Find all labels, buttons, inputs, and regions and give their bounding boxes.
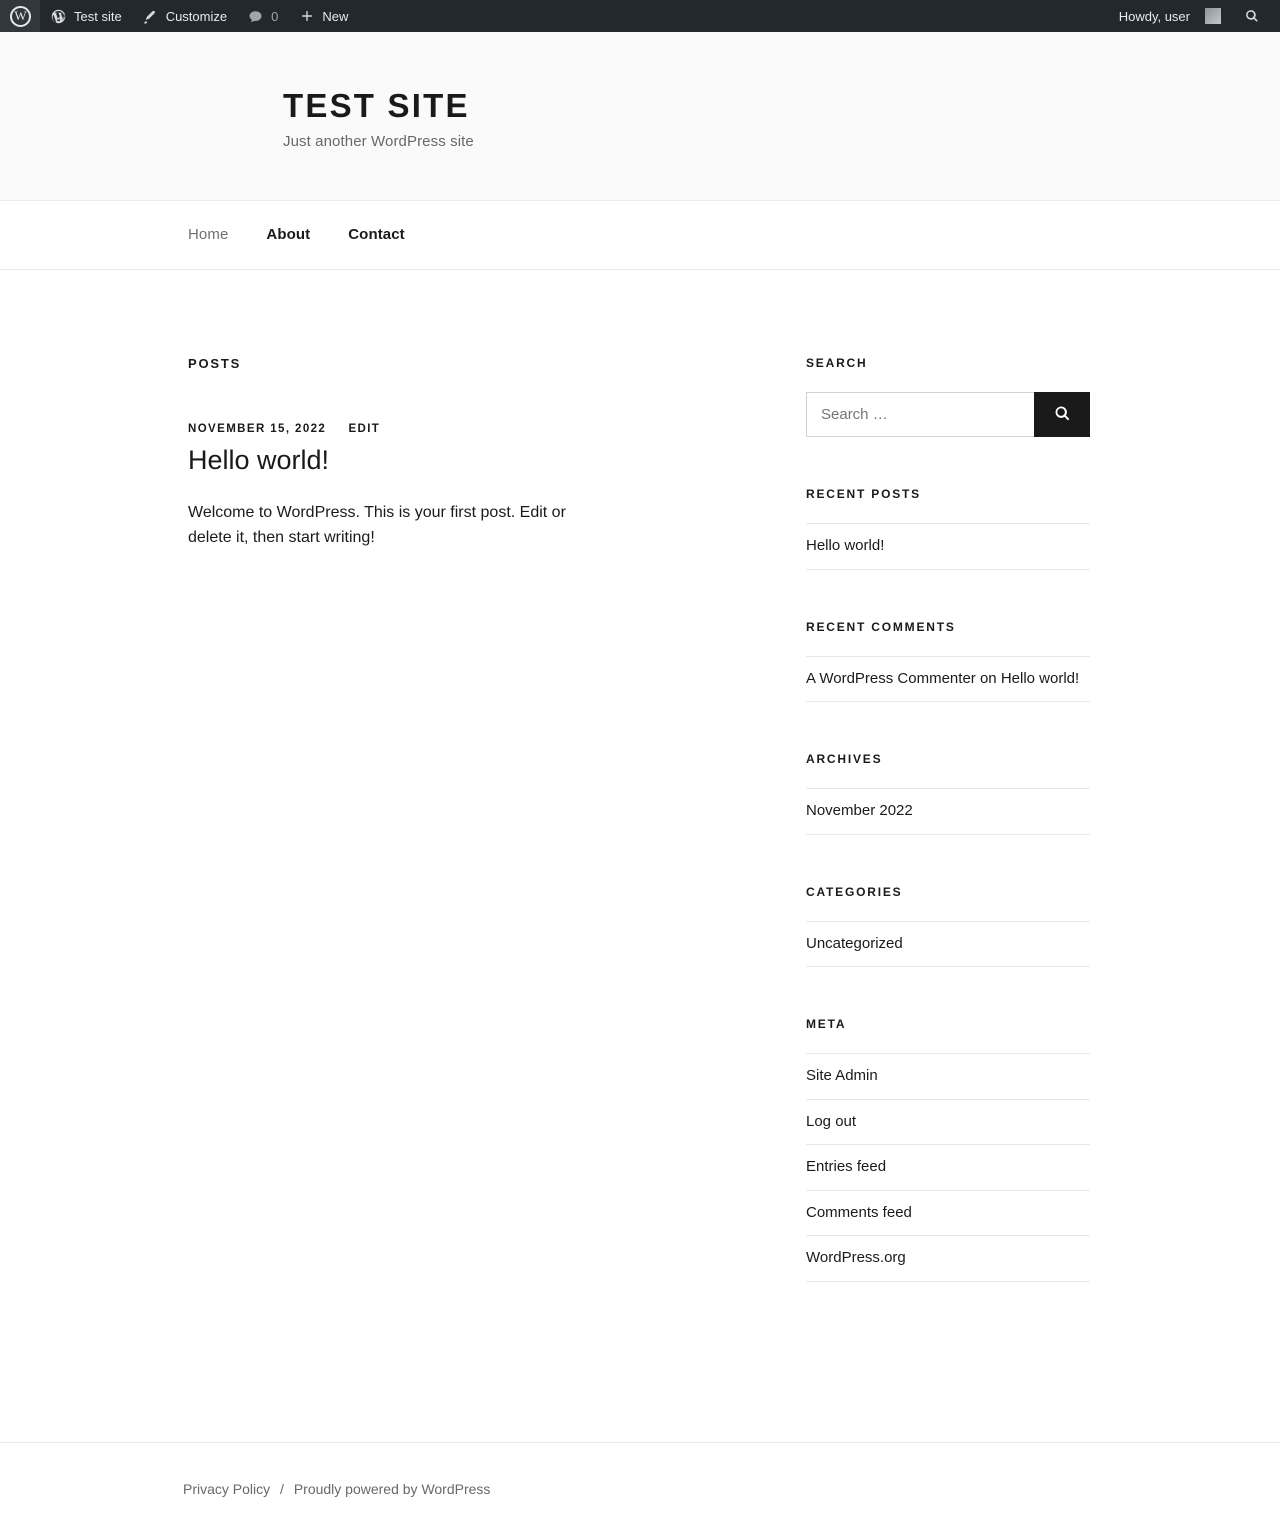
nav-item-home[interactable]: [188, 226, 228, 244]
nav-item-about[interactable]: [266, 226, 310, 244]
categories-list: [806, 921, 1090, 968]
nav-item-home-link[interactable]: Home: [188, 226, 229, 243]
site-header: [0, 32, 1280, 201]
page-title[interactable]: TEST SITE: [283, 87, 470, 124]
admin-bar-howdy-label: Howdy, user: [1118, 8, 1190, 24]
search-input[interactable]: [806, 392, 1034, 437]
admin-bar-search-button[interactable]: [1231, 0, 1272, 32]
admin-bar-right: [1109, 0, 1280, 32]
search-form: [806, 392, 1090, 437]
dashboard-icon: [50, 8, 67, 25]
nav-list: [0, 201, 1280, 269]
site-footer: [0, 1442, 1280, 1537]
list-item[interactable]: [806, 1191, 1090, 1237]
widget-categories: [806, 885, 1090, 968]
widget-recent-posts-title: RECENT POSTS: [806, 487, 921, 501]
paintbrush-icon: [142, 8, 159, 25]
footer-separator: /: [280, 1480, 284, 1497]
comment-post-link[interactable]: Hello world!: [1000, 669, 1080, 687]
widget-recent-comments-title: RECENT COMMENTS: [806, 619, 956, 634]
recent-posts-list: [806, 523, 1090, 570]
widget-meta-title: META: [806, 1017, 847, 1031]
widget-categories-title: CATEGORIES: [806, 884, 903, 899]
search-icon: [1053, 404, 1072, 426]
search-submit-button[interactable]: [1034, 392, 1090, 437]
list-item[interactable]: [806, 656, 1090, 703]
admin-bar-comments-count: 0: [271, 8, 279, 24]
meta-list: [806, 1053, 1090, 1282]
admin-bar: [0, 0, 1280, 32]
widget-meta: [806, 1017, 1090, 1282]
category-link[interactable]: Uncategorized: [806, 934, 903, 952]
posts-heading: POSTS: [188, 356, 242, 371]
admin-bar-new-label: New: [322, 8, 349, 24]
admin-bar-site-name[interactable]: [40, 0, 132, 32]
privacy-policy-link[interactable]: Privacy Policy: [183, 1480, 271, 1497]
post-title-link[interactable]: Hello world!: [188, 445, 330, 475]
widget-recent-comments: [806, 620, 1090, 703]
nav-item-contact-link[interactable]: Contact: [348, 226, 405, 243]
post-title: [188, 444, 580, 478]
widget-archives-title: ARCHIVES: [806, 752, 883, 766]
list-item[interactable]: [806, 1236, 1090, 1282]
comment-author: A WordPress Commenter: [806, 669, 976, 687]
recent-comments-list: [806, 656, 1090, 703]
widget-search-title: SEARCH: [806, 356, 868, 370]
post-date-link[interactable]: NOVEMBER 15, 2022: [188, 423, 327, 435]
admin-bar-customize-label: Customize: [165, 8, 228, 24]
archive-link[interactable]: November 2022: [806, 802, 913, 819]
nav-item-contact[interactable]: [348, 226, 405, 244]
wordpress-logo-icon: [10, 6, 31, 27]
list-item[interactable]: [806, 788, 1090, 835]
post-edit-link[interactable]: EDIT: [348, 423, 381, 435]
widget-archives: [806, 752, 1090, 835]
sidebar: [806, 356, 1090, 1332]
primary-navigation: [0, 201, 1280, 270]
nav-item-about-link[interactable]: About: [266, 226, 311, 243]
wordpress-credit-link[interactable]: Proudly powered by WordPress: [293, 1480, 491, 1497]
admin-bar-comments[interactable]: [237, 0, 288, 32]
list-item[interactable]: [806, 1053, 1090, 1100]
main-content: [188, 356, 580, 551]
footer-credits: [183, 1481, 1090, 1497]
plus-icon: [298, 8, 315, 25]
meta-link-wordpress-org[interactable]: WordPress.org: [806, 1249, 906, 1266]
meta-link-log-out[interactable]: Log out: [806, 1112, 857, 1130]
meta-link-entries-feed[interactable]: Entries feed: [806, 1158, 887, 1175]
recent-post-link[interactable]: Hello world!: [806, 537, 885, 554]
admin-bar-customize[interactable]: [132, 0, 237, 32]
archives-list: [806, 788, 1090, 835]
admin-bar-my-account[interactable]: [1109, 0, 1231, 32]
list-item[interactable]: [806, 523, 1090, 570]
meta-link-site-admin[interactable]: Site Admin: [806, 1067, 878, 1084]
admin-bar-site-name-label: Test site: [74, 8, 122, 24]
avatar: [1205, 8, 1221, 24]
admin-bar-left: [0, 0, 358, 32]
post-content: [188, 500, 580, 551]
content-area: [0, 270, 1280, 1332]
comment-on-word: on: [979, 669, 997, 687]
wordpress-logo-button[interactable]: [0, 0, 40, 32]
post-article: [188, 423, 580, 551]
list-item[interactable]: [806, 1145, 1090, 1191]
post-excerpt: Welcome to WordPress. This is your first post. Edit or delete it, then start writing!: [188, 503, 566, 547]
search-icon: [1243, 8, 1260, 25]
post-meta: [188, 423, 580, 435]
site-tagline: Just another WordPress site: [283, 133, 474, 150]
list-item[interactable]: [806, 921, 1090, 968]
comment-bubble-icon: [247, 8, 264, 25]
admin-bar-new[interactable]: [288, 0, 358, 32]
meta-link-comments-feed[interactable]: Comments feed: [806, 1203, 912, 1221]
widget-search: [806, 356, 1090, 437]
list-item[interactable]: [806, 1100, 1090, 1146]
widget-recent-posts: [806, 487, 1090, 570]
